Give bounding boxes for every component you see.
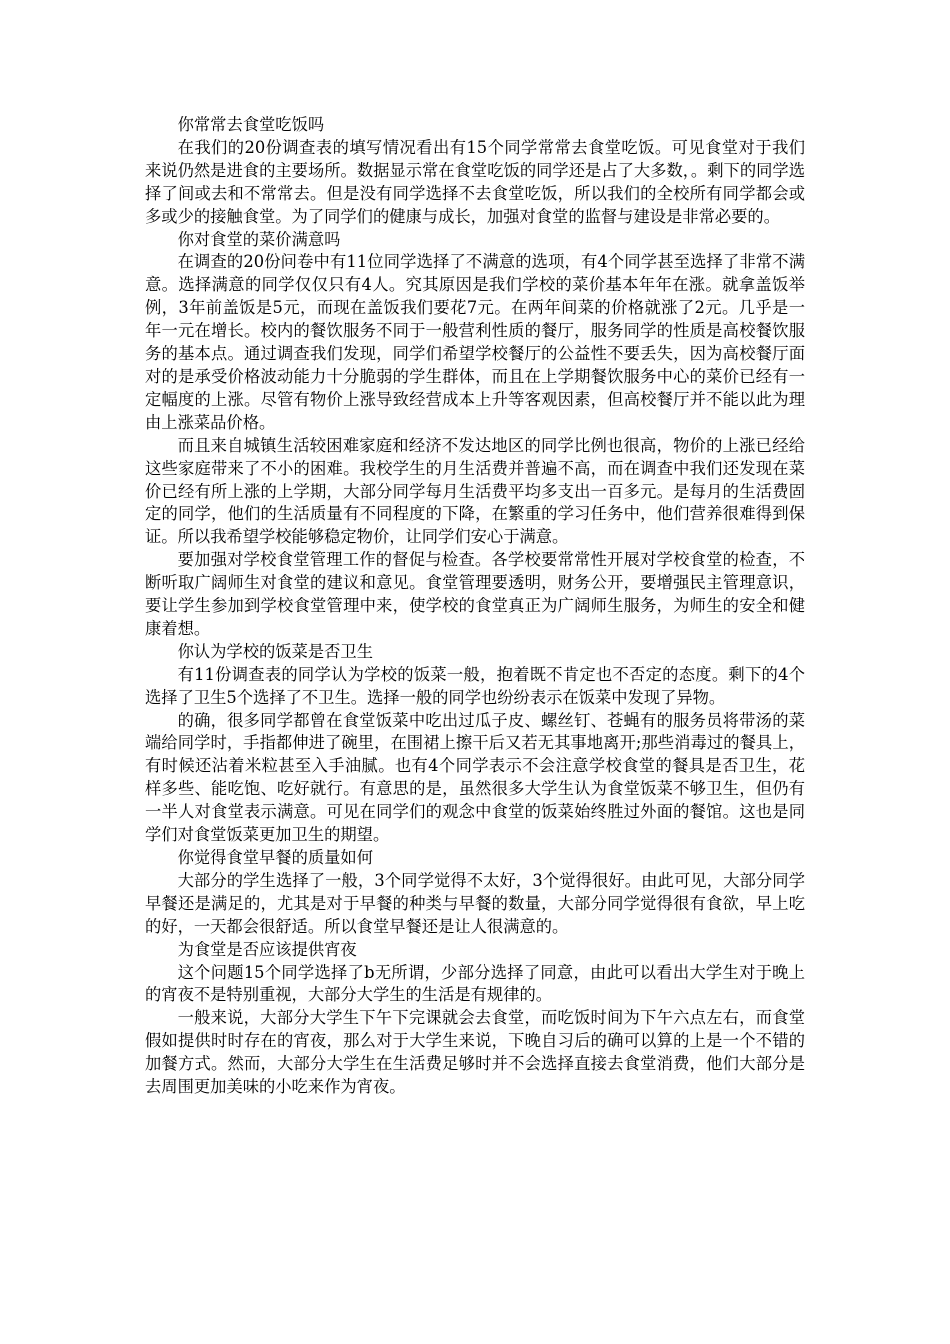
- body-paragraph: 而且来自城镇生活较困难家庭和经济不发达地区的同学比例也很高，物价的上涨已经给这些家庭带来了不小的困难。我校学生的月生活费并普遍不高，而在调查中我们还发现在菜价已经有所上涨的上学期，大部分同学每月生活费平均多支出一百多元。是每月的生活费固定的同学，他们的生活质量有不同程度的下降，在繁重的学习任务中，他们营养很难得到保证。所以我希望学校能够稳定物价，让同学们安心于满意。: [145, 435, 805, 547]
- question-heading: 你认为学校的饭菜是否卫生: [177, 641, 373, 661]
- body-paragraph: 在我们的20份调查表的填写情况看出有15个同学常常去食堂吃饭。可见食堂对于我们来说仍然是进食的主要场所。数据显示常在食堂吃饭的同学还是占了大多数，。剩下的同学选择了间或去和不常常去。但是没有同学选择不去食堂吃饭，所以我们的全校所有同学都会或多或少的接触食堂。为了同学们的健康与成长，加强对食堂的监督与建设是非常必要的。: [145, 137, 805, 226]
- question-heading: 你常常去食堂吃饭吗: [177, 115, 325, 134]
- body-paragraph: 一般来说，大部分大学生下午下完课就会去食堂，而吃饭时间为下午六点左右，而食堂假如提供时时存在的宵夜，那么对于大学生来说，下晚自习后的确可以算的上是一个不错的加餐方式。然而，大部分大学生在生活费足够时并不会选择直接去食堂消费，他们大部分是去周围更加美味的小吃来作为宵夜。: [145, 1008, 805, 1097]
- question-heading: 你觉得食堂早餐的质量如何: [177, 848, 373, 867]
- body-paragraph: 要加强对学校食堂管理工作的督促与检查。各学校要常常性开展对学校食堂的检查，不断听取广阔师生对食堂的建议和意见。食堂管理要透明，财务公开，要增强民主管理意识，要让学生参加到学校食堂管理中来，使学校的食堂真正为广阔师生服务，为师生的安全和健康着想。: [145, 550, 805, 638]
- body-paragraph: 在调查的20份问卷中有11位同学选择了不满意的选项，有4个同学甚至选择了非常不满意。选择满意的同学仅仅只有4人。究其原因是我们学校的菜价基本年年在涨。就拿盖饭举例，3年前盖饭是5元，而现在盖饭我们要花7元。在两年间菜的价格就涨了2元。几乎是一年一元在增长。校内的餐饮服务不同于一般营利性质的餐厅，服务同学的性质是高校餐饮服务的基本点。通过调查我们发现，同学们希望学校餐厅的公益性不要丢失，因为高校餐厅面对的是承受价格波动能力十分脆弱的学生群体，而且在上学期餐饮服务中心的菜价已经有一定幅度的上涨。尽管有物价上涨导致经营成本上升等客观因素，但高校餐厅并不能以此为理由上涨菜品价格。: [145, 252, 805, 432]
- question-heading: 你对食堂的菜价满意吗: [177, 229, 341, 249]
- question-heading: 为食堂是否应该提供宵夜: [177, 939, 357, 959]
- body-paragraph: 这个问题15个同学选择了b无所谓，少部分选择了同意，由此可以看出大学生对于晚上的宵夜不是特别重视，大部分大学生的生活是有规律的。: [145, 962, 805, 1005]
- document-body: [145, 114, 805, 1099]
- body-paragraph: 有11份调查表的同学认为学校的饭菜一般，抱着既不肯定也不否定的态度。剩下的4个选择了卫生5个选择了不卫生。选择一般的同学也纷纷表示在饭菜中发现了异物。: [145, 664, 805, 707]
- body-paragraph: 大部分的学生选择了一般，3个同学觉得不太好，3个觉得很好。由此可见，大部分同学早餐还是满足的，尤其是对于早餐的种类与早餐的数量，大部分同学觉得很有食欲，早上吃的好，一天都会很舒适。所以食堂早餐还是让人很满意的。: [145, 870, 805, 936]
- body-paragraph: 的确，很多同学都曾在食堂饭菜中吃出过瓜子皮、螺丝钉、苍蝇有的服务员将带汤的菜端给同学时，手指都伸进了碗里，在围裙上擦干后又若无其事地离开;那些消毒过的餐具上，有时候还沾着米粒甚至入手油腻。也有4个同学表示不会注意学校食堂的餐具是否卫生，花样多些、能吃饱、吃好就行。有意思的是，虽然很多大学生认为食堂饭菜不够卫生，但仍有一半人对食堂表示满意。可见在同学们的观念中食堂的饭菜始终胜过外面的餐馆。这也是同学们对食堂饭菜更加卫生的期望。: [145, 710, 805, 845]
